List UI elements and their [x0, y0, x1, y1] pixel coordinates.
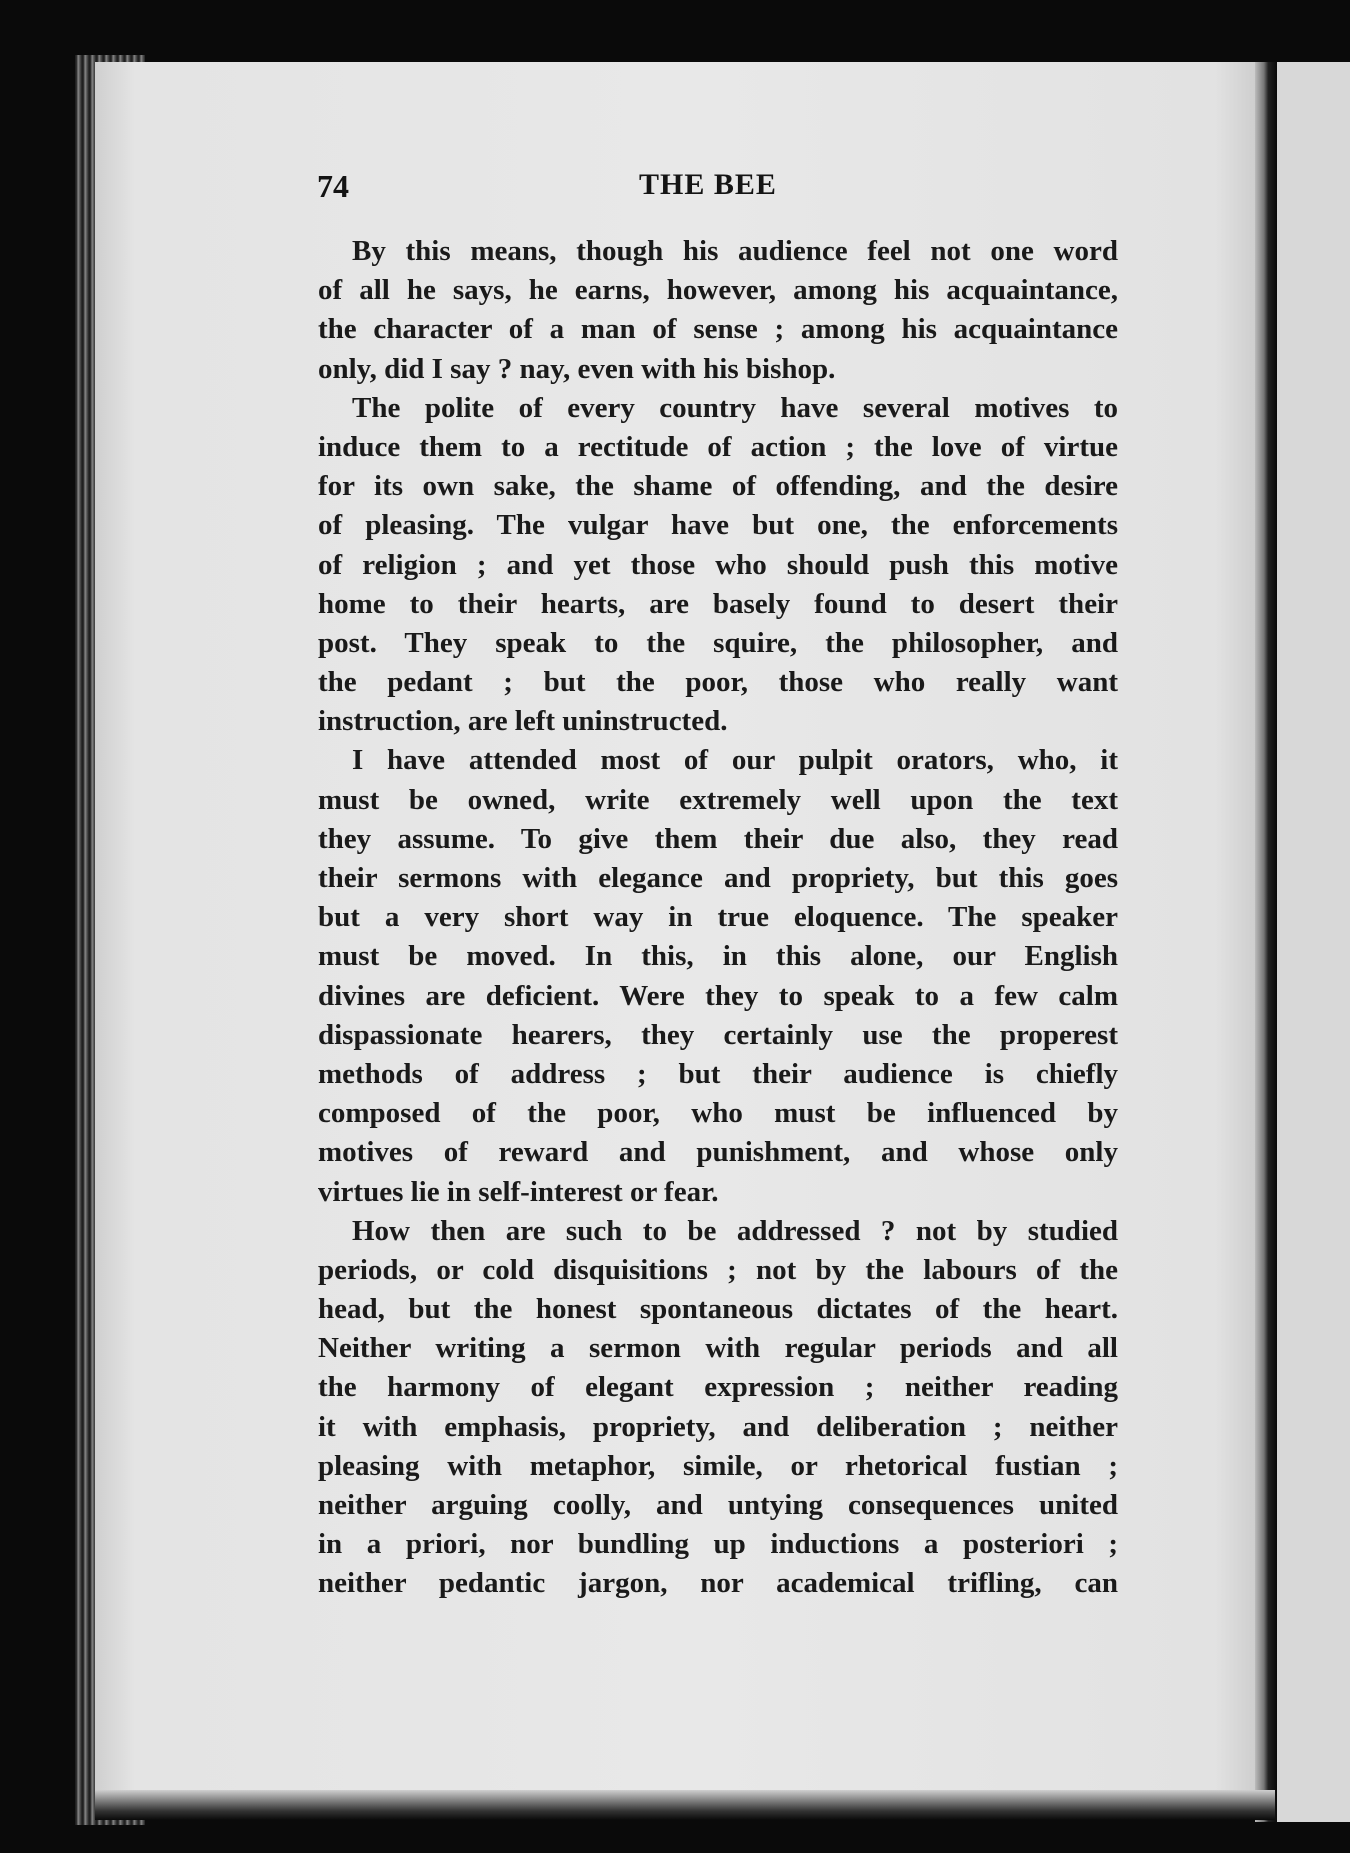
book-spine-edge — [1255, 62, 1277, 1822]
paragraph — [318, 389, 1118, 742]
text-line: neither pedantic jargon, nor academical trifling, can — [318, 1567, 1118, 1600]
text-line: of pleasing. The vulgar have but one, the enforcements — [318, 509, 1118, 542]
text-line: only, did I say ? nay, even with his bishop. — [318, 352, 836, 385]
text-line: it with emphasis, propriety, and deliberation ; neither — [318, 1410, 1118, 1443]
page-body-text — [318, 232, 1118, 1604]
paragraph — [318, 741, 1118, 1211]
page-number: 74 — [317, 168, 349, 204]
text-line: divines are deficient. Were they to speak to a few calm — [318, 979, 1118, 1012]
text-line: post. They speak to the squire, the philosopher, and — [318, 626, 1118, 659]
text-line: head, but the honest spontaneous dictates of the heart. — [318, 1293, 1118, 1326]
text-line: but a very short way in true eloquence. The speaker — [318, 901, 1118, 934]
text-line: periods, or cold disquisitions ; not by the labours of the — [318, 1253, 1118, 1286]
text-line: the harmony of elegant expression ; neither reading — [318, 1371, 1118, 1404]
page-header — [317, 168, 1117, 208]
text-line: neither arguing coolly, and untying consequences united — [318, 1489, 1118, 1521]
text-line: for its own sake, the shame of offending, and the desire — [318, 470, 1118, 503]
paragraph — [318, 232, 1118, 389]
text-line: virtues lie in self-interest or fear. — [318, 1175, 719, 1208]
running-head: THE BEE — [639, 168, 777, 201]
text-line: dispassionate hearers, they certainly use the properest — [318, 1018, 1118, 1051]
text-line: The polite of every country have several motives to — [352, 391, 1118, 424]
text-line: composed of the poor, who must be influenced by — [318, 1097, 1118, 1130]
text-line: home to their hearts, are basely found to desert their — [318, 587, 1118, 620]
text-line: must be owned, write extremely well upon the text — [318, 783, 1118, 816]
page-bottom-shadow — [95, 1790, 1275, 1820]
text-line: I have attended most of our pulpit orators, who, it — [352, 744, 1118, 777]
text-line: in a priori, nor bundling up inductions a posteriori ; — [318, 1528, 1118, 1561]
text-line: must be moved. In this, in this alone, our English — [318, 940, 1118, 973]
text-line: induce them to a rectitude of action ; the love of virtue — [318, 430, 1118, 463]
text-line: their sermons with elegance and propriety, but this goes — [318, 862, 1118, 894]
text-line: How then are such to be addressed ? not by studied — [352, 1214, 1118, 1247]
text-line: pleasing with metaphor, simile, or rhetorical fustian ; — [318, 1449, 1118, 1482]
text-line: methods of address ; but their audience is chiefly — [318, 1057, 1118, 1090]
text-line: Neither writing a sermon with regular periods and all — [318, 1332, 1118, 1365]
facing-page-edge — [1277, 62, 1350, 1822]
text-line: instruction, are left uninstructed. — [318, 705, 728, 738]
text-line: motives of reward and punishment, and whose only — [318, 1136, 1118, 1169]
text-line: By this means, though his audience feel not one word — [352, 235, 1118, 267]
paragraph — [318, 1212, 1118, 1604]
text-line: of religion ; and yet those who should push this motive — [318, 548, 1118, 581]
text-line: they assume. To give them their due also, they read — [318, 822, 1118, 855]
text-line: the character of a man of sense ; among his acquaintance — [318, 313, 1118, 346]
text-line: the pedant ; but the poor, those who really want — [318, 666, 1118, 699]
text-line: of all he says, he earns, however, among his acquaintance, — [318, 274, 1118, 307]
